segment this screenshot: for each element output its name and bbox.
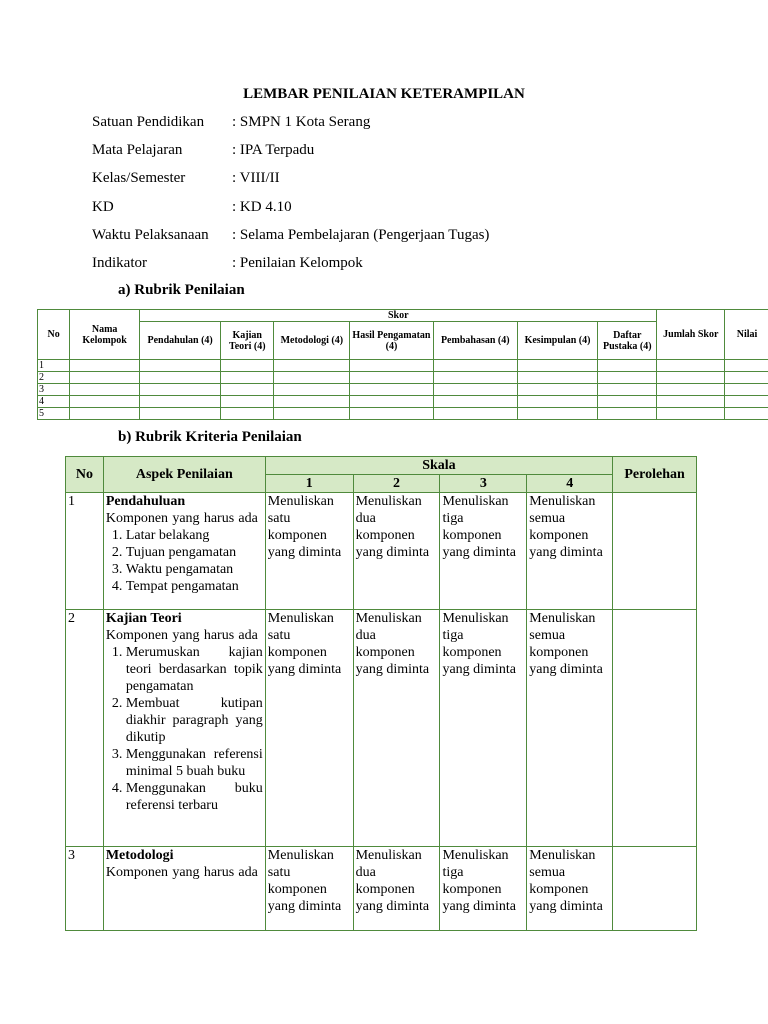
info-value: : KD 4.10 — [232, 198, 292, 215]
cell — [517, 360, 597, 372]
info-label: Mata Pelajaran — [92, 142, 183, 159]
cell — [274, 360, 350, 372]
perolehan-cell — [613, 610, 697, 847]
cell — [657, 408, 725, 420]
table-row — [66, 493, 697, 610]
info-value: : VIII/II — [232, 170, 280, 187]
info-value: : SMPN 1 Kota Serang — [232, 114, 371, 130]
header-col: Kajian Teori (4) — [221, 322, 274, 360]
row-number: 3 — [66, 847, 104, 931]
header-jumlah-skor: Jumlah Skor — [657, 310, 725, 360]
cell — [725, 396, 768, 408]
table-row — [38, 360, 768, 372]
cell — [598, 360, 657, 372]
header-col: Daftar Pustaka (4) — [598, 322, 657, 360]
aspect-name: Kajian Teori — [105, 611, 182, 626]
cell — [517, 372, 597, 384]
info-label: Kelas/Semester — [92, 170, 186, 187]
cell — [657, 372, 725, 384]
header-scale-4: 4 — [527, 475, 613, 493]
info-value: : Penilaian Kelompok — [232, 254, 363, 271]
cell — [140, 384, 221, 396]
rubrik-kriteria-table — [65, 456, 697, 931]
section-a-heading: a) Rubrik Penilaian — [118, 282, 245, 298]
info-row — [92, 142, 489, 170]
cell — [517, 384, 597, 396]
cell — [350, 408, 433, 420]
header-col: Kesimpulan (4) — [517, 322, 597, 360]
cell — [517, 396, 597, 408]
list-item: 1. Latar belakang — [126, 527, 263, 544]
cell — [433, 360, 517, 372]
info-value: : IPA Terpadu — [232, 142, 315, 159]
cell — [725, 372, 768, 384]
info-row — [92, 227, 489, 255]
info-label: Waktu Pelaksanaan — [92, 226, 209, 243]
header-nama-kelompok: Nama Kelompok — [70, 310, 140, 360]
aspect-name: Pendahuluan — [105, 494, 186, 509]
aspect-intro: Komponen yang harus ada — [105, 628, 258, 643]
row-number: 1 — [38, 360, 70, 372]
info-row — [92, 114, 489, 142]
row-number: 5 — [38, 408, 70, 420]
header-scale-2: 2 — [353, 475, 440, 493]
info-row — [92, 170, 489, 198]
cell — [350, 360, 433, 372]
cell — [598, 372, 657, 384]
cell — [657, 384, 725, 396]
cell — [140, 360, 221, 372]
list-item: 1. Merumuskan kajian teori berdasarkan topik pengamatan — [126, 644, 263, 695]
scale-cell: Menuliskan dua komponen yang diminta — [353, 610, 440, 847]
aspect-name: Metodologi — [105, 848, 174, 863]
cell — [350, 396, 433, 408]
list-item: 3. Menggunakan referensi minimal 5 buah buku — [126, 746, 263, 780]
cell — [140, 372, 221, 384]
scale-cell: Menuliskan semua komponen yang diminta — [527, 493, 613, 610]
cell — [350, 372, 433, 384]
row-number: 1 — [66, 493, 104, 610]
cell — [598, 408, 657, 420]
cell — [598, 384, 657, 396]
scale-cell: Menuliskan satu komponen yang diminta — [265, 493, 353, 610]
aspect-cell — [103, 493, 265, 610]
header-col: Pembahasan (4) — [433, 322, 517, 360]
table-row — [38, 384, 768, 396]
table-row — [38, 372, 768, 384]
cell — [221, 396, 274, 408]
cell — [274, 408, 350, 420]
cell — [70, 360, 140, 372]
table-row — [38, 408, 768, 420]
cell — [274, 396, 350, 408]
cell — [725, 408, 768, 420]
cell — [725, 384, 768, 396]
list-item: 4. Menggunakan buku referensi terbaru — [126, 780, 263, 814]
info-label: Indikator — [92, 254, 147, 271]
cell — [517, 408, 597, 420]
cell — [274, 372, 350, 384]
cell — [140, 396, 221, 408]
info-value: : Selama Pembelajaran (Pengerjaan Tugas) — [232, 226, 490, 243]
header-scale-3: 3 — [440, 475, 527, 493]
row-number: 3 — [38, 384, 70, 396]
header-col: Metodologi (4) — [274, 322, 350, 360]
section-b-heading: b) Rubrik Kriteria Penilaian — [118, 429, 302, 445]
header-no: No — [66, 457, 104, 493]
cell — [221, 408, 274, 420]
table-row — [66, 847, 697, 931]
cell — [657, 396, 725, 408]
info-row — [92, 199, 489, 227]
aspect-intro: Komponen yang harus ada — [105, 511, 258, 526]
header-aspek-penilaian: Aspek Penilaian — [103, 457, 265, 493]
cell — [70, 408, 140, 420]
header-skor: Skor — [140, 310, 657, 322]
component-list — [106, 644, 263, 814]
scale-cell: Menuliskan semua komponen yang diminta — [527, 610, 613, 847]
list-item: 2. Tujuan pengamatan — [126, 544, 263, 561]
cell — [70, 396, 140, 408]
scale-cell: Menuliskan tiga komponen yang diminta — [440, 847, 527, 931]
header-scale-1: 1 — [265, 475, 353, 493]
info-block — [92, 114, 489, 283]
scale-cell: Menuliskan tiga komponen yang diminta — [440, 493, 527, 610]
header-no: No — [38, 310, 70, 360]
list-item: 3. Waktu pengamatan — [126, 561, 263, 578]
row-number: 2 — [66, 610, 104, 847]
scale-cell: Menuliskan semua komponen yang diminta — [527, 847, 613, 931]
cell — [433, 408, 517, 420]
cell — [350, 384, 433, 396]
header-nilai: Nilai — [725, 310, 768, 360]
list-item: 4. Tempat pengamatan — [126, 578, 263, 595]
table-row — [38, 396, 768, 408]
header-skala: Skala — [265, 457, 612, 475]
cell — [433, 384, 517, 396]
info-label: Satuan Pendidikan — [92, 114, 205, 130]
info-row — [92, 255, 489, 283]
cell — [598, 396, 657, 408]
cell — [70, 372, 140, 384]
cell — [433, 372, 517, 384]
cell — [140, 408, 221, 420]
cell — [725, 360, 768, 372]
aspect-intro: Komponen yang harus ada — [105, 865, 258, 880]
cell — [657, 360, 725, 372]
perolehan-cell — [613, 493, 697, 610]
header-perolehan: Perolehan — [613, 457, 697, 493]
aspect-cell — [103, 847, 265, 931]
info-label: KD — [92, 198, 114, 215]
scale-cell: Menuliskan satu komponen yang diminta — [265, 847, 353, 931]
cell — [70, 384, 140, 396]
scale-cell: Menuliskan dua komponen yang diminta — [353, 847, 440, 931]
component-list — [106, 527, 263, 595]
cell — [221, 372, 274, 384]
table-row — [66, 610, 697, 847]
rubrik-penilaian-table — [37, 309, 768, 420]
perolehan-cell — [613, 847, 697, 931]
page-title: LEMBAR PENILAIAN KETERAMPILAN — [243, 86, 525, 102]
aspect-cell — [103, 610, 265, 847]
scale-cell: Menuliskan tiga komponen yang diminta — [440, 610, 527, 847]
row-number: 4 — [38, 396, 70, 408]
row-number: 2 — [38, 372, 70, 384]
header-col: Pendahulan (4) — [140, 322, 221, 360]
scale-cell: Menuliskan dua komponen yang diminta — [353, 493, 440, 610]
scale-cell: Menuliskan satu komponen yang diminta — [265, 610, 353, 847]
header-col: Hasil Pengamatan (4) — [350, 322, 433, 360]
cell — [433, 396, 517, 408]
cell — [274, 384, 350, 396]
list-item: 2. Membuat kutipan diakhir paragraph yang dikutip — [126, 695, 263, 746]
cell — [221, 384, 274, 396]
cell — [221, 360, 274, 372]
